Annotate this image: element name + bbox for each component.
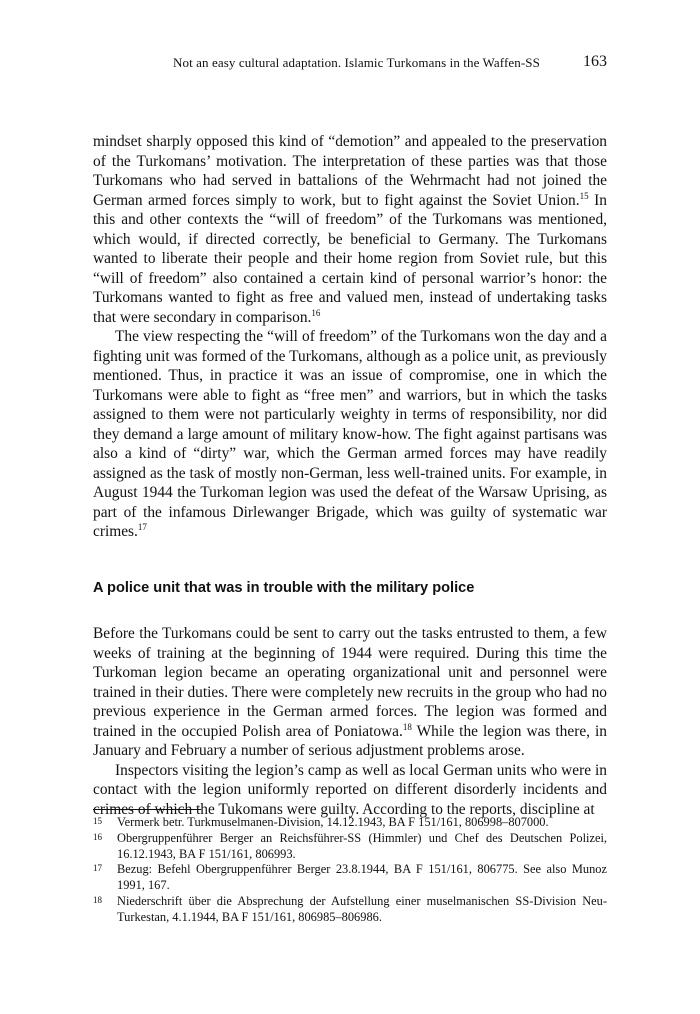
footnote-number: 16 (93, 831, 102, 842)
running-title: Not an easy cultural adaptation. Islamic Turkomans in the Waffen-SS (173, 55, 540, 70)
paragraph-text: In this and other contexts the “will of freedom” of the Turkomans was mentioned, which would, if directed correctly, be beneficial to Germany. The Turkomans wanted to liberate their people and their home region from Soviet rule, but this “will of freedom” also contained a certain kind of personal warrior’s honor: the Turkomans wanted to fight as free and valued men, instead of undertaking tasks that were secondary in comparison. (93, 191, 608, 326)
footnote-reference: 18 (402, 721, 412, 732)
footnote (93, 831, 607, 863)
section-heading: A police unit that was in trouble with the military police (93, 579, 475, 596)
footnote-reference: 17 (137, 522, 147, 532)
paragraph-text: mindset sharply opposed this kind of “demotion” and appealed to the preservation of the Turkomans’ motivation. The interpretation of these parties was that those Turkomans who had served in battalions of the Wehrmacht had not joined the German armed forces simply to work, but to fight against the Soviet Union. (93, 133, 607, 209)
body-paragraph (93, 327, 607, 542)
footnote-text: Obergruppenführer Berger an Reichsführer-SS (Himmler) und Chef des Deutschen Polizei, 16.12.1943, BA F 151/161, 806993. (117, 830, 607, 861)
paragraph-text: The view respecting the “will of freedom” of the Turkomans won the day and a fighting unit was formed of the Turkomans, although as a police unit, as previously mentioned. Thus, in practice it was an issue of compromise, one in which the Turkomans were able to fight as “free men” and warriors, but in which the tasks assigned to them were not particularly weighty in terms of responsibility, nor did they demand a large amount of military know-how. The fight against partisans was also a kind of “dirty” war, which the German armed forces may have readily assigned as the task of mostly non-German, less well-trained units. For example, in August 1944 the Turkoman legion was used the defeat of the Warsaw Uprising, as part of the infamous Dirlewanger Brigade, which was guilty of systematic war crimes. (93, 328, 607, 540)
body-paragraph (93, 132, 607, 327)
footnote-reference: 15 (579, 190, 589, 201)
body-paragraph (93, 761, 607, 820)
footnote (93, 862, 607, 894)
running-head (93, 53, 607, 73)
footnote (93, 894, 607, 926)
footnote-number: 18 (93, 894, 102, 905)
paragraph-text: While the legion was there, in January and February a number of serious adjustment problems arose. (93, 722, 607, 759)
paragraph-text: Inspectors visiting the legion’s camp as well as local German units who were in contact with the legion uniformly reported on different disorderly incidents and crimes of which the Tukomans were guilty. According to the reports, discipline at (93, 761, 607, 818)
page-number: 163 (583, 53, 607, 70)
footnote-text: Niederschrift über die Absprechung der Aufstellung einer muselmanischen SS-Division Neu-Turkestan, 4.1.1944, BA F 151/161, 806985–806986. (117, 893, 607, 924)
footnote (93, 815, 607, 831)
footnote-reference: 16 (311, 307, 321, 318)
footnote-number: 17 (93, 863, 102, 874)
footnote-text: Vermerk betr. Turkmuselmanen-Division, 14.12.1943, BA F 151/161, 806998–807000. (117, 815, 549, 829)
body-paragraph (93, 624, 607, 761)
footnote-rule (93, 809, 201, 810)
body-text (93, 132, 607, 819)
footnotes (93, 815, 607, 926)
footnote-text: Bezug: Befehl Obergruppenführer Berger 23.8.1944, BA F 151/161, 806775. See also Munoz 1991, 167. (117, 862, 607, 893)
footnote-number: 15 (93, 816, 102, 826)
paragraph-text: Before the Turkomans could be sent to carry out the tasks entrusted to them, a few weeks of training at the beginning of 1944 were required. During this time the Turkoman legion became an operating organizational unit and personnel were trained in their duties. There were completely new recruits in the group who had no previous experience in the German armed forces. The legion was formed and trained in the occupied Polish area of Poniatowa. (93, 625, 607, 740)
